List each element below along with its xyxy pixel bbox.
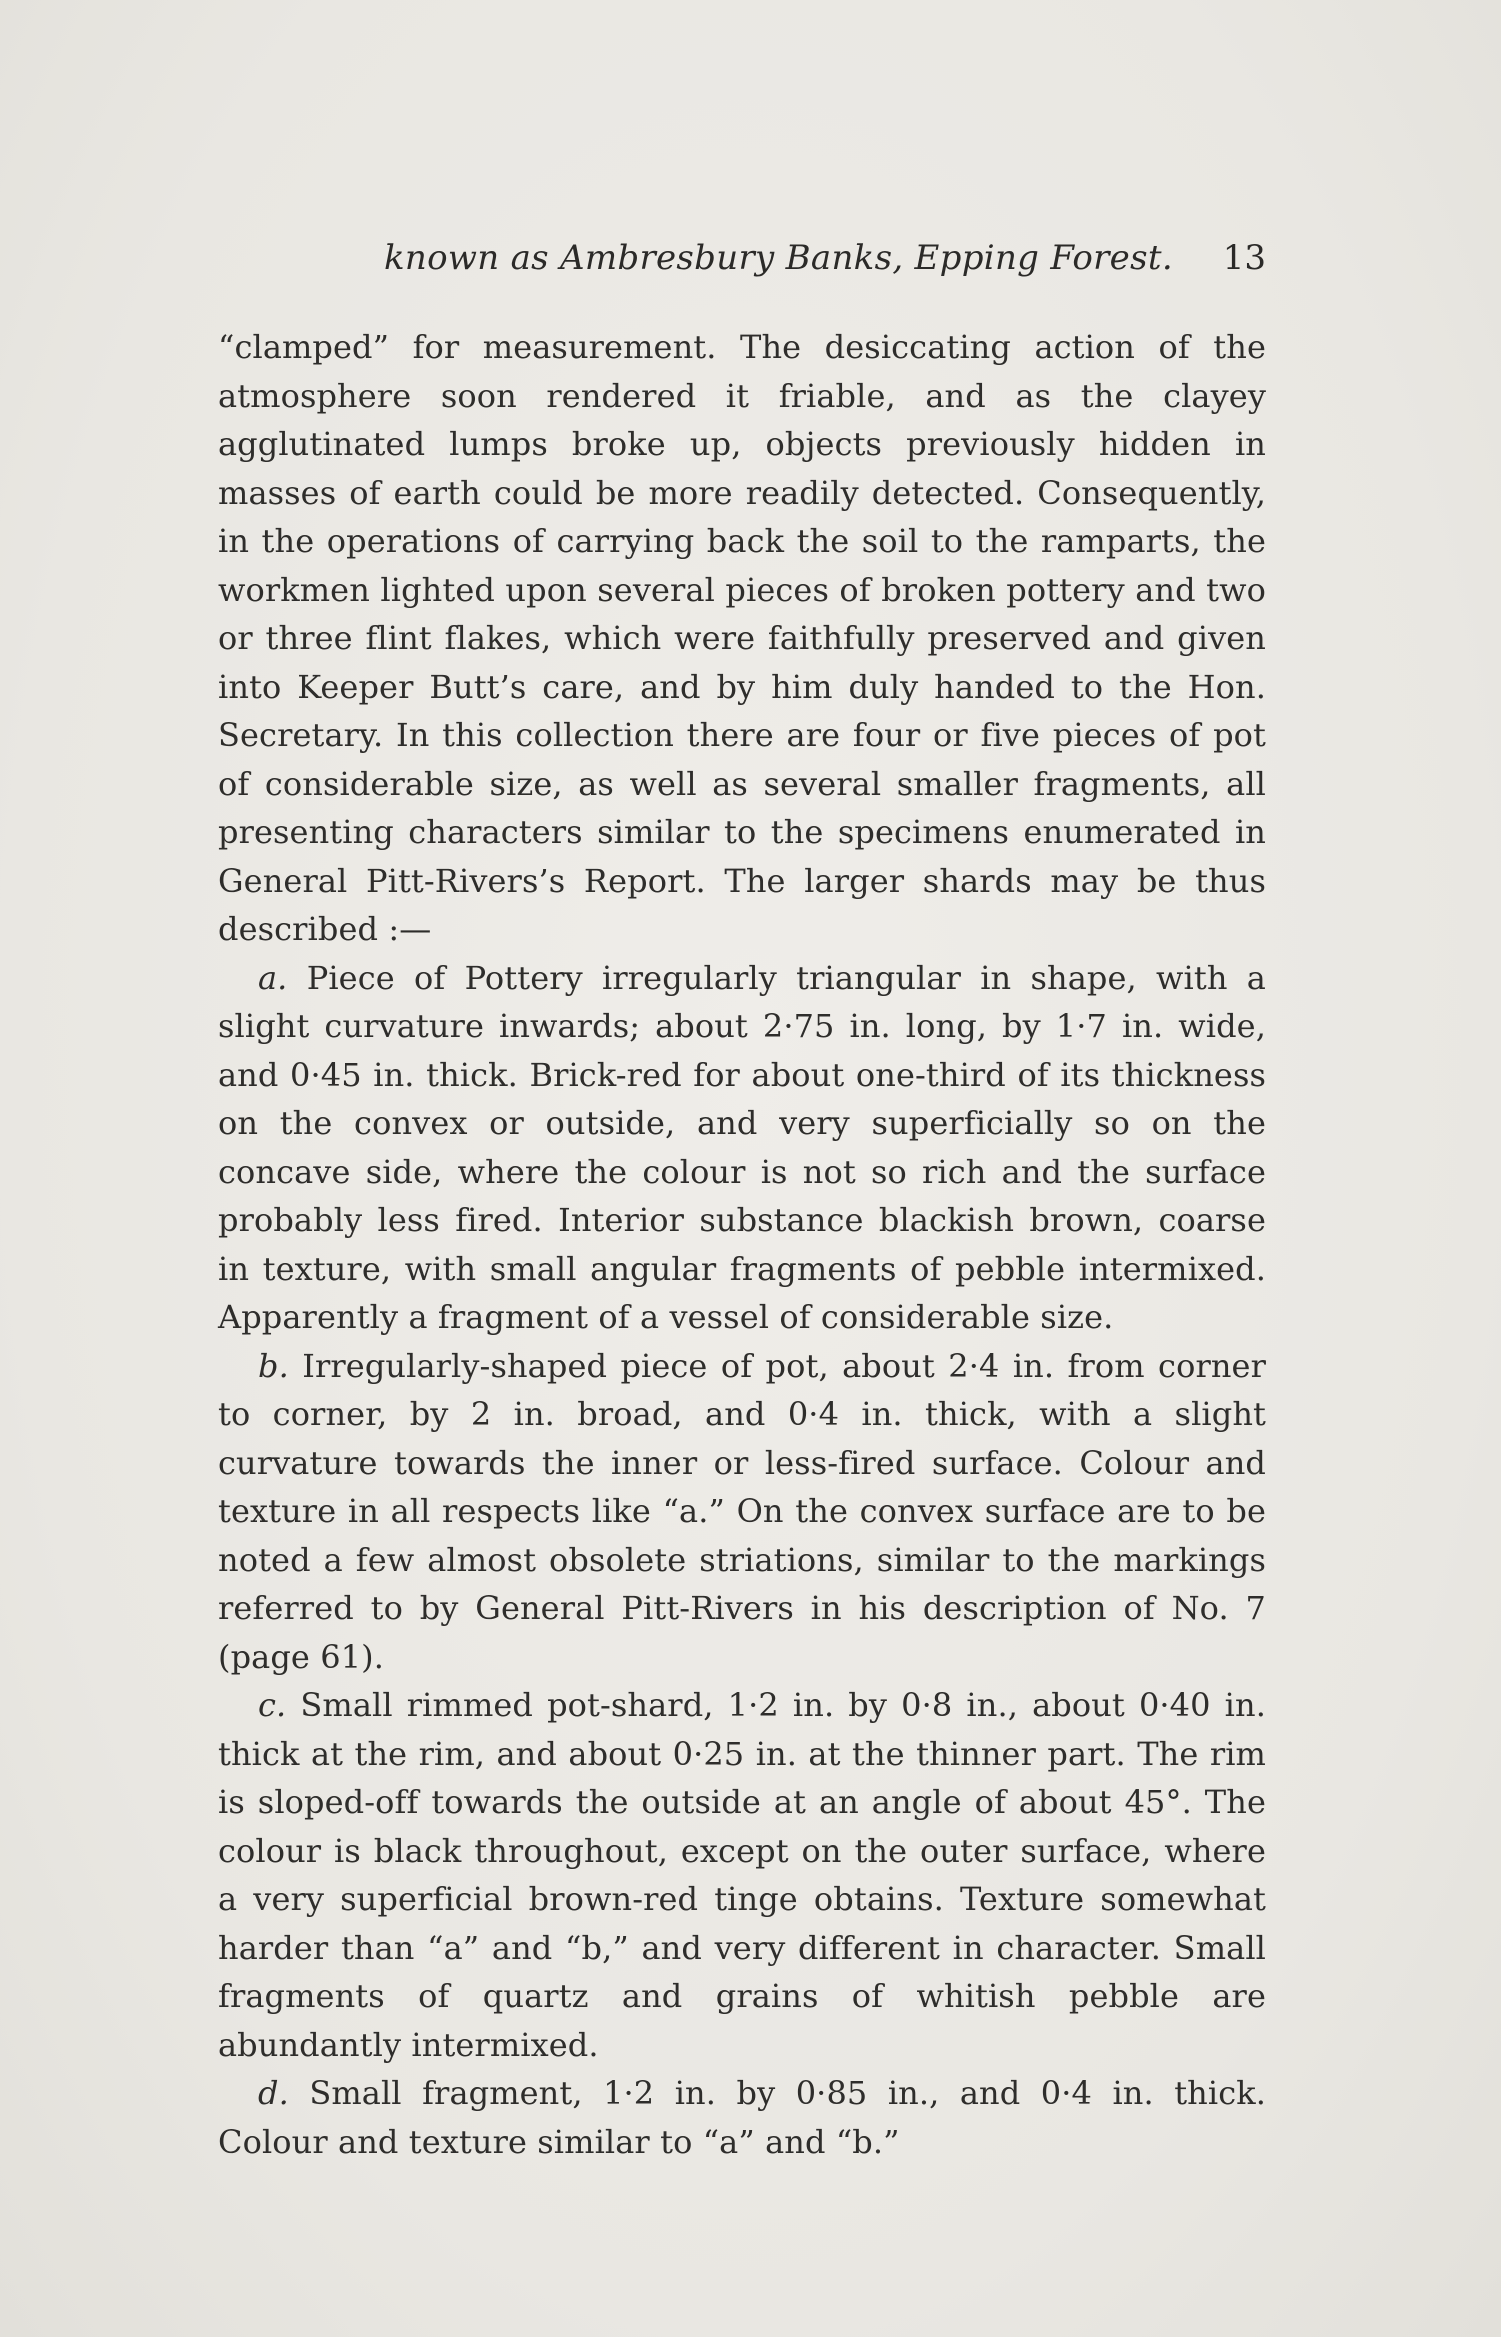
body-text — [218, 323, 1266, 2166]
paragraph-item-d — [218, 2069, 1266, 2166]
paragraph-intro — [218, 323, 1266, 954]
paragraph-text: Small rimmed pot-shard, 1·2 in. by 0·8 in., about 0·40 in. thick at the rim, and about 0·25 in. at the thinner part. The rim is sloped-off towards the outside at an angle of about 45°. The colour is black throughout, except on the outer surface, where a very superficial brown-red tinge obtains. Texture somewhat harder than “a” and “b,” and very different in character. Small fragments of quartz and grains of whitish pebble are abundantly intermixed. — [218, 1686, 1266, 2064]
paragraph-text: Irregularly-shaped piece of pot, about 2·4 in. from corner to corner, by 2 in. broad, and 0·4 in. thick, with a slight curvature towards the inner or less-fired surface. Colour and texture in all respects like “a.” On the convex surface are to be noted a few almost obsolete striations, similar to the markings referred to by General Pitt-Rivers in his description of No. 7 (page 61). — [218, 1346, 1266, 1676]
paragraph-item-a — [218, 954, 1266, 1342]
running-head: known as Ambresbury Banks, Epping Forest. — [384, 238, 1173, 278]
paragraph-item-b — [218, 1342, 1266, 1682]
item-label: c. — [258, 1686, 287, 1724]
page-header — [218, 238, 1266, 288]
paragraph-item-c — [218, 1681, 1266, 2069]
paragraph-text: Piece of Pottery irregularly triangular in shape, with a slight curvature inwards; about 2·75 in. long, by 1·7 in. wide, and 0·45 in. thick. Brick-red for about one-third of its thickness on the convex or outside, and very superficially so on the concave side, where the colour is not so rich and the surface probably less fired. Interior substance blackish brown, coarse in texture, with small angular fragments of pebble intermixed. Apparently a fragment of a vessel of considerable size. — [218, 958, 1266, 1336]
paragraph-text: “clamped” for measurement. The desiccating action of the atmosphere soon rendered it friable, and as the clayey agglutinated lumps broke up, objects previously hidden in masses of earth could be more readily detected. Consequently, in the operations of carrying back the soil to the ramparts, the workmen lighted upon several pieces of broken pottery and two or three flint flakes, which were faithfully preserved and given into Keeper Butt’s care, and by him duly handed to the Hon. Secretary. In this collection there are four or five pieces of pot of considerable size, as well as several smaller fragments, all presenting characters similar to the specimens enumerated in General Pitt-Rivers’s Report. The larger shards may be thus described :— — [218, 328, 1266, 948]
item-label: b. — [258, 1346, 289, 1385]
item-label: d. — [258, 2074, 289, 2112]
paragraph-text: Small fragment, 1·2 in. by 0·85 in., and 0·4 in. thick. Colour and texture similar to “a” and “b.” — [218, 2074, 1267, 2161]
page-number: 13 — [1222, 238, 1266, 278]
item-label: a. — [258, 958, 288, 997]
